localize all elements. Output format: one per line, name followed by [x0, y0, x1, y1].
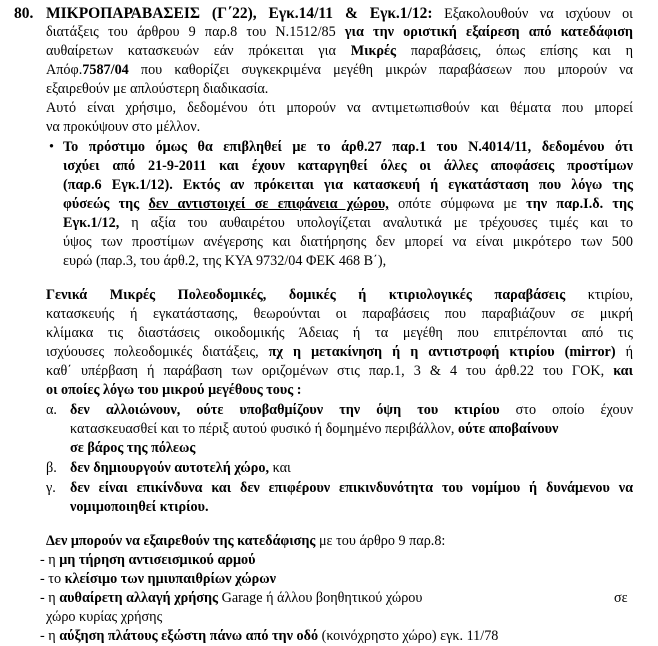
bullet-line: Το πρόστιμο όμως θα επιβληθεί με το άρθ.27 παρ.1 του Ν.4014/11, δεδομένου ότι [63, 139, 633, 155]
bullet-symbol: • [49, 139, 54, 155]
exception-item: - η αύξηση πλάτους εξώστη πάνω από την οδό (κοινόχρηστο χώρο) εγκ. 11/78 [40, 628, 499, 644]
bullet-line: Εγκ.1/12, η αξία του αυθαιρέτου υπολογίζεται αναλυτικά με τρέχουσες τιμές και το [63, 215, 633, 231]
bullet-line: ύψος των προστίμων ανέγερσης και διατήρησης δεν μπορεί να είναι μικρότερο των 500 [63, 234, 633, 250]
definition-line: καθ΄ υπέρβαση ή παράβαση των οριζομένων στις παρ.1, 3 & 4 του άρθ.22 του ΓΟΚ, και [46, 363, 633, 379]
exception-item: - η αυθαίρετη αλλαγή χρήσης Garage ή άλλου βοηθητικού χώρου [40, 590, 423, 606]
exception-item-cont: χώρο κυρίας χρήσης [46, 609, 163, 625]
item-label: β. [46, 460, 57, 476]
section-heading-line: ΜΙΚΡΟΠΑΡΑΒΑΣΕΙΣ (Γ΄22), Εγκ.14/11 & Εγκ.1/12: Εξακολουθούν να ισχύουν οι [46, 5, 633, 22]
item-line: δεν δημιουργούν αυτοτελή χώρο, και [70, 460, 291, 476]
paragraph-line: Απόφ.7587/04 που καθορίζει συγκεκριμένα μεγέθη μικρών παραβάσεων που μπορούν να [46, 62, 633, 78]
exception-item: - το κλείσιμο των ημιυπαιθρίων χώρων [40, 571, 276, 587]
item-label: α. [46, 402, 57, 418]
exceptions-heading: Δεν μπορούν να εξαιρεθούν της κατεδάφισης με του άρθρο 9 παρ.8: [46, 533, 446, 549]
item-line: σε βάρος της πόλεως [70, 440, 196, 456]
bullet-line: φύσεώς της δεν αντιστοιχεί σε επιφάνεια χώρου, οπότε σύμφωνα με την παρ.Ι.δ. της [63, 196, 634, 212]
item-line: δεν αλλοιώνουν, ούτε υποβαθμίζουν την όψη του κτιρίου στο οποίο έχουν [70, 402, 634, 418]
definition-line: Γενικά Μικρές Πολεοδομικές, δομικές ή κτιριολογικές παραβάσεις κτιρίου, [46, 287, 634, 303]
exception-item: - η μη τήρηση αντισεισμικού αρμού [40, 552, 256, 568]
definition-line: κατασκευής ή εγκατάστασης, θεωρούνται οι παραβάσεις που παραβιάζουν σε μικρή [46, 306, 633, 322]
item-label: γ. [46, 480, 56, 496]
item-line: κατασκευασθεί και το πέριξ αυτού φυσικό ή δομημένο περιβάλλον, ούτε αποβαίνουν [70, 421, 559, 437]
bullet-line: ευρώ (παρ.3, του άρθ.2, της ΚΥΑ 9732/04 ΦΕΚ 468 Β΄), [63, 253, 387, 269]
exception-item-end: σε [614, 590, 628, 606]
paragraph-line: να προκύψουν στο μέλλον. [46, 119, 201, 135]
item-line: δεν είναι επικίνδυνα και δεν επιφέρουν επικινδυνότητα του νομίμου ή δυνάμενου να [70, 480, 633, 496]
item-line: νομιμοποιηθεί κτιρίου. [70, 499, 209, 515]
paragraph-line: εξαιρεθούν με απλούστερη διαδικασία. [46, 81, 269, 97]
section-heading: ΜΙΚΡΟΠΑΡΑΒΑΣΕΙΣ (Γ΄22), Εγκ.14/11 & Εγκ.1/12: [46, 5, 433, 22]
section-number: 80. [14, 5, 34, 22]
paragraph-line: Αυτό είναι χρήσιμο, δεδομένου ότι μπορούν να αντιμετωπισθούν και θέματα που μπορεί [46, 100, 633, 116]
paragraph-line: διατάξεις του άρθρου 9 παρ.8 του Ν.1512/85 για την οριστική εξαίρεση από κατεδάφιση [46, 24, 633, 40]
definition-line: οι οποίες λόγω του μικρού μεγέθους τους : [46, 382, 302, 398]
definition-line: ισχύουσες πολεοδομικές διατάξεις, πχ η μετακίνηση ή η αντιστροφή κτιρίου (mirror) ή [46, 344, 634, 360]
paragraph-line: αυθαίρετων κατασκευών εάν πρόκειται για Μικρές παραβάσεις, όπως επίσης και η [46, 43, 633, 59]
bullet-line: (παρ.6 Εγκ.1/12). Εκτός αν πρόκειται για κατασκευή ή εγκατάσταση που λόγω της [63, 177, 633, 193]
bullet-line: ισχύει από 21-9-2011 και έχουν καταργηθεί όλες οι άλλες αποφάσεις προστίμων [63, 158, 633, 174]
definition-line: κλίμακα τις διαστάσεις οικοδομικής Άδειας ή τα μεγέθη που επιτρέπονται από τις [46, 325, 633, 341]
